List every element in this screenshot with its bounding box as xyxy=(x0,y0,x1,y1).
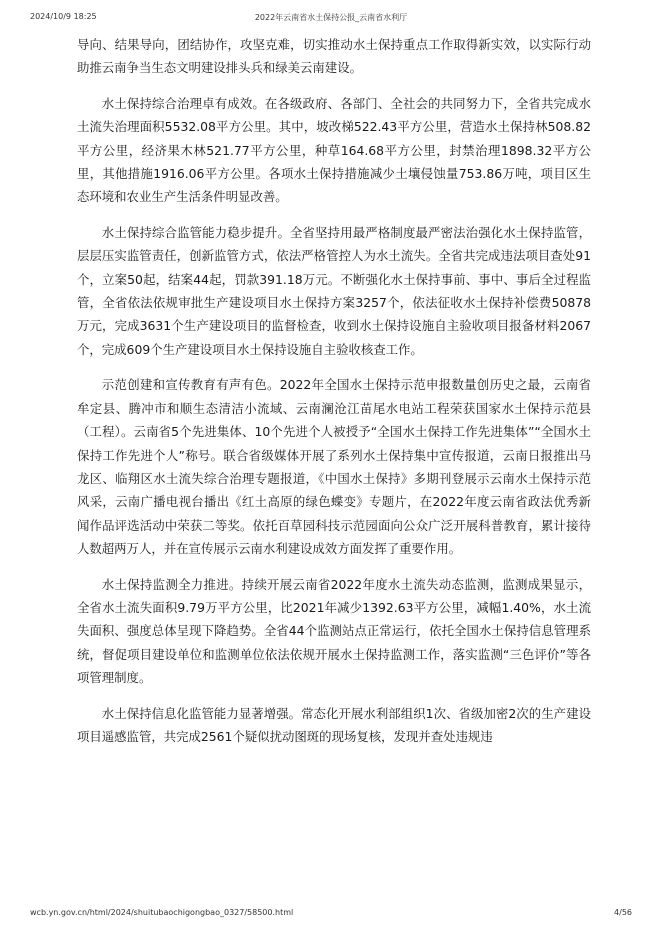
print-footer xyxy=(30,908,632,922)
page-url: wcb.yn.gov.cn/html/2024/shuitubaochigongbao_0327/58500.html xyxy=(30,908,294,917)
paragraph-monitoring: 水土保持监测全力推进。持续开展云南省2022年度水土流失动态监测，监测成果显示，全省水土流失面积9.79万平方公里，比2021年减少1392.63平方公里，减幅1.40%，水土流失面积、强度总体呈现下降趋势。全省44个监测站点正常运行，依托全国水土保持信息管理系统，督促项目建设单位和监测单位依法依规开展水土保持监测工作，落实监测“三色评价”等各项管理制度。 xyxy=(77,576,591,686)
paragraph-informatization: 水土保持信息化监管能力显著增强。常态化开展水利部组织1次、省级加密2次的生产建设项目遥感监管，共完成2561个疑似扰动图斑的现场复核，发现并查处违规违 xyxy=(77,705,591,744)
print-header xyxy=(30,12,632,26)
article-body xyxy=(77,33,591,760)
paragraph-supervision: 水土保持综合监管能力稳步提升。全省坚持用最严格制度最严密法治强化水土保持监管，层层压实监管责任，创新监管方式，依法严格管控人为水土流失。全省共完成违法项目查处91个，立案50起，结案44起，罚款391.18万元。不断强化水土保持事前、事中、事后全过程监管，全省依法依规审批生产建设项目水土保持方案3257个，依法征收水土保持补偿费50878万元，完成3631个生产建设项目的监督检查，收到水土保持设施自主验收项目报备材料2067个，完成609个生产建设项目水土保持设施自主验收核查工作。 xyxy=(77,224,591,357)
paragraph-demonstration: 示范创建和宣传教育有声有色。2022年全国水土保持示范申报数量创历史之最，云南省牟定县、腾冲市和顺生态清洁小流域、云南澜沧江苗尾水电站工程荣获国家水土保持示范县（工程）。云南省5个先进集体、10个先进个人被授予“全国水土保持工作先进集体”“全国水土保持工作先进个人”称号。联合省级媒体开展了系列水土保持集中宣传报道，云南日报推出马龙区、临翔区水土流失综合治理专题报道，《中国水土保持》多期刊登展示云南水土保持示范风采，云南广播电视台播出《红土高原的绿色蝶变》专题片，在2022年度云南省政法优秀新闻作品评选活动中荣获二等奖。依托百草园科技示范园面向公众广泛开展科普教育，累计接待人数超两万人，并在宣传展示云南水利建设成效方面发挥了重要作用。 xyxy=(77,377,591,557)
paragraph-continuation: 导向、结果导向，团结协作，攻坚克难，切实推动水土保持重点工作取得新实效，以实际行动助推云南争当生态文明建设排头兵和绿美云南建设。 xyxy=(77,37,591,76)
paragraph-governance: 水土保持综合治理卓有成效。在各级政府、各部门、全社会的共同努力下，全省共完成水土流失治理面积5532.08平方公里。其中，坡改梯522.43平方公里，营造水土保持林508.82平方公里，经济果木林521.77平方公里，种草164.68平方公里，封禁治理1898.32平方公里，其他措施1916.06平方公里。各项水土保持措施减少土壤侵蚀量753.86万吨，项目区生态环境和农业生产生活条件明显改善。 xyxy=(77,95,591,205)
page-number: 4/56 xyxy=(614,908,632,917)
page-title: 2022年云南省水土保持公报_云南省水利厅 xyxy=(254,13,408,22)
print-date: 2024/10/9 18:25 xyxy=(30,12,97,21)
